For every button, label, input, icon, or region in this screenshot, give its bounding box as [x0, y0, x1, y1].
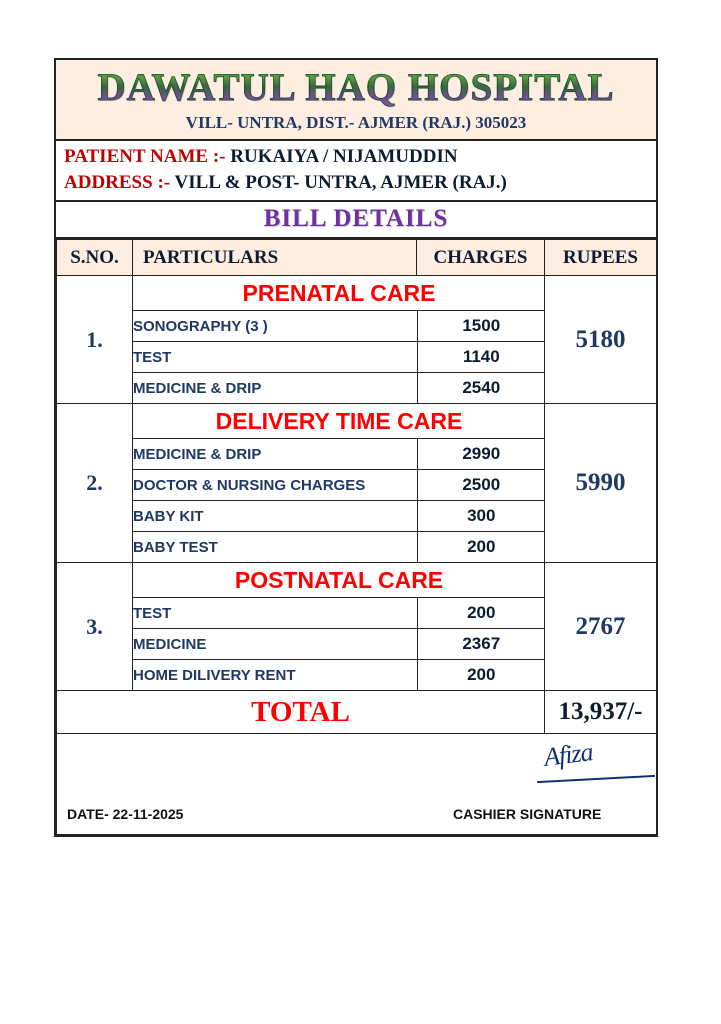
signature-mark: Afiza	[542, 737, 594, 773]
header-rupees: RUPEES	[545, 240, 657, 276]
section-body	[133, 404, 545, 563]
bill-footer	[57, 734, 656, 834]
section-title: PRENATAL CARE	[133, 276, 545, 311]
table-header-row	[57, 240, 657, 276]
section-body	[133, 276, 545, 404]
section-title: DELIVERY TIME CARE	[133, 404, 545, 439]
item-charge: 2540	[462, 378, 501, 398]
list-item: TEST	[133, 598, 417, 629]
item-charge: 200	[467, 537, 496, 557]
item-charge: 2367	[417, 629, 545, 660]
list-item: SONOGRAPHY (3 )	[133, 311, 417, 342]
total-row	[57, 691, 657, 734]
total-value: 13,937/-	[545, 691, 657, 734]
list-item: TEST	[133, 342, 417, 373]
hospital-name: DAWATUL HAQ HOSPITAL	[56, 68, 656, 109]
list-item: MEDICINE & DRIP	[133, 373, 417, 404]
signature-row	[57, 734, 657, 835]
section-subtotal: 5180	[545, 276, 657, 404]
hospital-bill	[54, 58, 658, 837]
item-charge: 2500	[417, 470, 545, 501]
header-particulars: PARTICULARS	[133, 240, 417, 276]
table-row	[57, 563, 657, 691]
item-charge: 200	[417, 598, 545, 629]
item-charge: 300	[417, 501, 545, 532]
section-items-table	[133, 276, 545, 403]
table-row	[57, 404, 657, 563]
patient-info-block	[56, 141, 656, 202]
header-charges: CHARGES	[417, 240, 545, 276]
hospital-address: VILL- UNTRA, DIST.- AJMER (RAJ.) 305023	[185, 112, 527, 132]
patient-address-value: VILL & POST- UNTRA, AJMER (RAJ.)	[174, 171, 507, 193]
bill-details-title	[56, 202, 656, 239]
header-sno: S.NO.	[57, 240, 133, 276]
section-subtotal: 5990	[545, 404, 657, 563]
list-item: MEDICINE	[133, 629, 417, 660]
section-sno: 1.	[57, 276, 133, 404]
bill-details-title-text: BILL DETAILS	[263, 205, 449, 233]
section-sno: 3.	[57, 563, 133, 691]
patient-name-value: RUKAIYA / NIJAMUDDIN	[230, 145, 458, 167]
section-body	[133, 563, 545, 691]
signature-line	[537, 775, 655, 783]
list-item: HOME DILIVERY RENT	[133, 660, 417, 691]
section-sno: 2.	[57, 404, 133, 563]
cashier-signature-label: CASHIER SIGNATURE	[453, 806, 602, 823]
list-item: BABY TEST	[133, 532, 417, 563]
patient-name-row	[64, 144, 648, 170]
patient-address-label: ADDRESS :-	[64, 171, 171, 193]
bill-table	[56, 239, 657, 835]
list-item: DOCTOR & NURSING CHARGES	[133, 470, 417, 501]
date-text: DATE- 22-11-2025	[67, 806, 184, 823]
total-label: TOTAL	[57, 691, 545, 734]
section-items-table	[133, 563, 545, 690]
section-items-table	[133, 404, 545, 562]
section-title: POSTNATAL CARE	[133, 563, 545, 598]
item-charge: 1140	[417, 342, 545, 373]
table-row	[57, 276, 657, 404]
patient-name-label: PATIENT NAME :-	[64, 145, 226, 167]
patient-address-row	[64, 170, 648, 196]
section-subtotal: 2767	[545, 563, 657, 691]
list-item: BABY KIT	[133, 501, 417, 532]
item-charge: 2990	[417, 439, 545, 470]
bill-header	[56, 60, 656, 141]
item-charge: 200	[467, 665, 496, 685]
item-charge: 1500	[417, 311, 545, 342]
list-item: MEDICINE & DRIP	[133, 439, 417, 470]
